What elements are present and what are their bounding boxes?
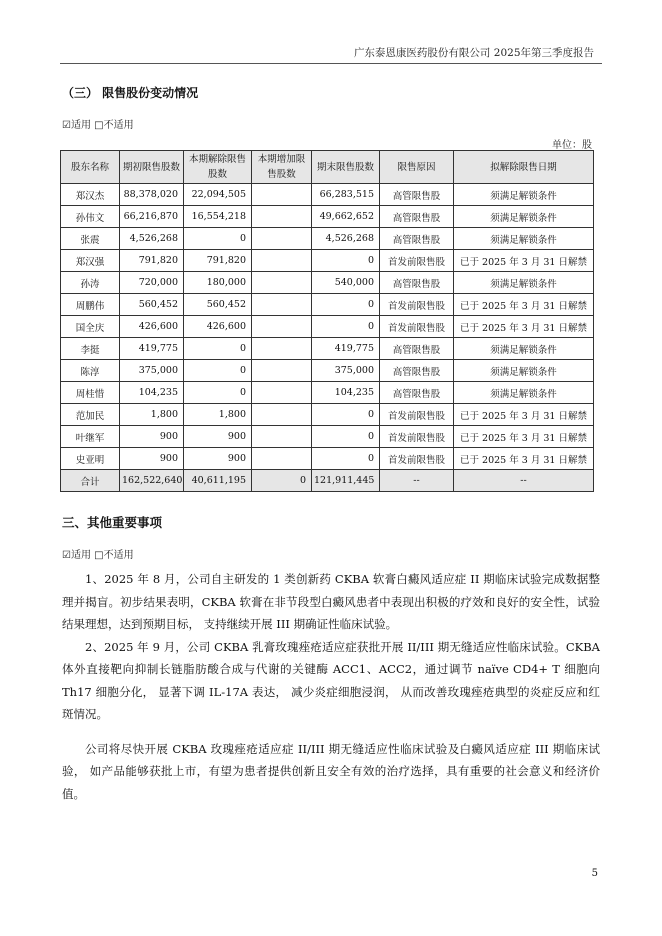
- table-cell: 162,522,640: [120, 470, 184, 492]
- table-cell: 375,000: [120, 360, 184, 382]
- table-cell: 900: [120, 426, 184, 448]
- table-cell: 须满足解锁条件: [454, 228, 594, 250]
- table-cell: [252, 206, 312, 228]
- table-cell: 李挺: [61, 338, 120, 360]
- table-row: [61, 360, 594, 382]
- table-cell: 郑汉杰: [61, 184, 120, 206]
- header-cell: 拟解除限售日期: [454, 151, 594, 184]
- table-cell: 0: [312, 294, 380, 316]
- paragraph: 公司将尽快开展 CKBA 玫瑰痤疮适应症 II/III 期无缝适应性临床试验及白癜风适应症 III 期临床试验， 如产品能够获批上市，有望为患者提供创新且安全有效的治疗选择，具有重要的社会意义和经济价值。: [62, 741, 600, 801]
- table-cell: 4,526,268: [120, 228, 184, 250]
- table-cell: 560,452: [184, 294, 252, 316]
- table-row: [61, 184, 594, 206]
- table-row: [61, 382, 594, 404]
- table-cell: [252, 228, 312, 250]
- table-row: [61, 316, 594, 338]
- table-cell: 40,611,195: [184, 470, 252, 492]
- table-cell: [252, 360, 312, 382]
- table-cell: 须满足解锁条件: [454, 338, 594, 360]
- table-cell: 高管限售股: [380, 382, 454, 404]
- table-cell: 孙伟文: [61, 206, 120, 228]
- table-cell: 已于 2025 年 3 月 31 日解禁: [454, 448, 594, 470]
- table-cell: 周桂惜: [61, 382, 120, 404]
- header-cell: 限售原因: [380, 151, 454, 184]
- table-cell: 900: [120, 448, 184, 470]
- table-cell: [252, 294, 312, 316]
- table-cell: 540,000: [312, 272, 380, 294]
- header-divider: [60, 63, 602, 64]
- section-title-other-matters: 三、其他重要事项: [62, 515, 163, 530]
- table-cell: [252, 338, 312, 360]
- table-cell: 史亚明: [61, 448, 120, 470]
- table-cell: [252, 250, 312, 272]
- page-number: 5: [591, 868, 598, 879]
- table-cell: 419,775: [312, 338, 380, 360]
- table-cell: 须满足解锁条件: [454, 382, 594, 404]
- table-cell: 900: [184, 426, 252, 448]
- table-cell: 首发前限售股: [380, 426, 454, 448]
- table-cell: 22,094,505: [184, 184, 252, 206]
- table-cell: 900: [184, 448, 252, 470]
- table-cell: 国全庆: [61, 316, 120, 338]
- table-cell: 已于 2025 年 3 月 31 日解禁: [454, 294, 594, 316]
- table-cell: 须满足解锁条件: [454, 360, 594, 382]
- table-cell: 已于 2025 年 3 月 31 日解禁: [454, 316, 594, 338]
- table-row: [61, 338, 594, 360]
- table-cell: 791,820: [120, 250, 184, 272]
- unit-label: 单位：股: [552, 140, 592, 151]
- table-cell: 0: [184, 228, 252, 250]
- applicability-checkbox: ☑适用 □不适用: [62, 120, 134, 131]
- table-row: [61, 272, 594, 294]
- table-cell: [252, 316, 312, 338]
- table-cell: 426,600: [184, 316, 252, 338]
- table-cell: [252, 404, 312, 426]
- table-cell: [252, 184, 312, 206]
- table-cell: [252, 448, 312, 470]
- table-cell: 0: [312, 316, 380, 338]
- table-cell: [252, 272, 312, 294]
- page-header: 广东泰恩康医药股份有限公司 2025年第三季度报告: [353, 47, 594, 59]
- table-cell: 高管限售股: [380, 338, 454, 360]
- table-cell: 49,662,652: [312, 206, 380, 228]
- table-row: [61, 294, 594, 316]
- table-cell: 首发前限售股: [380, 294, 454, 316]
- table-cell: 0: [312, 426, 380, 448]
- table-cell: 791,820: [184, 250, 252, 272]
- paragraph-block: [62, 568, 600, 805]
- table-header-row: [61, 151, 594, 184]
- table-cell: [252, 426, 312, 448]
- table-cell: --: [454, 470, 594, 492]
- table-cell: 121,911,445: [312, 470, 380, 492]
- table-cell: 叶继军: [61, 426, 120, 448]
- table-cell: 180,000: [184, 272, 252, 294]
- table-row: [61, 250, 594, 272]
- table-cell: 0: [312, 448, 380, 470]
- table-cell: 66,216,870: [120, 206, 184, 228]
- table-cell: 首发前限售股: [380, 448, 454, 470]
- header-cell: 期初限售股数: [120, 151, 184, 184]
- table-cell: 419,775: [120, 338, 184, 360]
- table-cell: 郑汉强: [61, 250, 120, 272]
- table-cell: 高管限售股: [380, 272, 454, 294]
- table-cell: 560,452: [120, 294, 184, 316]
- table-cell: 高管限售股: [380, 360, 454, 382]
- table-cell: 首发前限售股: [380, 250, 454, 272]
- table-cell: 88,378,020: [120, 184, 184, 206]
- table-cell: 16,554,218: [184, 206, 252, 228]
- table-cell: 首发前限售股: [380, 316, 454, 338]
- table-cell: 范加民: [61, 404, 120, 426]
- table-row: [61, 404, 594, 426]
- paragraph: 2、2025 年 9 月，公司 CKBA 乳膏玫瑰痤疮适应症获批开展 II/III 期无缝适应性临床试验。CKBA 体外直接靶向抑制长链脂肪酸合成与代谢的关键酶 ACC1、ACC2，通过调节 naïve CD4+ T 细胞向 Th17 细胞分化， 显著下调 IL-17A 表达， 减少炎症细胞浸润， 从而改善玫瑰痤疮典型的炎症反应和红斑情况。: [62, 639, 600, 721]
- table-cell: 已于 2025 年 3 月 31 日解禁: [454, 426, 594, 448]
- header-cell: 期末限售股数: [312, 151, 380, 184]
- table-cell: 0: [184, 382, 252, 404]
- applicability-checkbox: ☑适用 □不适用: [62, 550, 134, 561]
- table-cell: 720,000: [120, 272, 184, 294]
- header-cell: 本期解除限售股数: [184, 151, 252, 184]
- table-cell: 0: [252, 470, 312, 492]
- table-cell: 高管限售股: [380, 228, 454, 250]
- table-row: [61, 448, 594, 470]
- paragraph: 1、2025 年 8 月，公司自主研发的 1 类创新药 CKBA 软膏白癜风适应症 II 期临床试验完成数据整理并揭盲。初步结果表明，CKBA 软膏在非节段型白癜风患者中表现出积极的疗效和良好的安全性，试验结果理想，达到预期目标， 支持继续开展 III 期确证性临床试验。: [62, 572, 600, 631]
- table-cell: 周鹏伟: [61, 294, 120, 316]
- table-cell: 陈淳: [61, 360, 120, 382]
- table-cell: 104,235: [120, 382, 184, 404]
- table-cell: 首发前限售股: [380, 404, 454, 426]
- table-cell: 426,600: [120, 316, 184, 338]
- table-cell: 已于 2025 年 3 月 31 日解禁: [454, 404, 594, 426]
- table-cell: 1,800: [184, 404, 252, 426]
- table-row: [61, 228, 594, 250]
- restricted-shares-table: [60, 150, 594, 492]
- table-cell: 0: [184, 360, 252, 382]
- table-total-row: [61, 470, 594, 492]
- table-cell: 须满足解锁条件: [454, 184, 594, 206]
- header-cell: 股东名称: [61, 151, 120, 184]
- table-cell: [252, 382, 312, 404]
- table-cell: 4,526,268: [312, 228, 380, 250]
- table-cell: 0: [312, 404, 380, 426]
- section-title-restricted-shares: （三） 限售股份变动情况: [62, 86, 199, 100]
- table-cell: 孙涛: [61, 272, 120, 294]
- table-cell: 合计: [61, 470, 120, 492]
- table-cell: 高管限售股: [380, 206, 454, 228]
- table-cell: 高管限售股: [380, 184, 454, 206]
- table-cell: --: [380, 470, 454, 492]
- table-cell: 须满足解锁条件: [454, 272, 594, 294]
- table-cell: 375,000: [312, 360, 380, 382]
- table-cell: 0: [184, 338, 252, 360]
- header-cell: 本期增加限售股数: [252, 151, 312, 184]
- table-cell: 须满足解锁条件: [454, 206, 594, 228]
- table-cell: 1,800: [120, 404, 184, 426]
- table-cell: 已于 2025 年 3 月 31 日解禁: [454, 250, 594, 272]
- table-cell: 0: [312, 250, 380, 272]
- table-row: [61, 206, 594, 228]
- table-cell: 张震: [61, 228, 120, 250]
- table-row: [61, 426, 594, 448]
- table-cell: 66,283,515: [312, 184, 380, 206]
- table-cell: 104,235: [312, 382, 380, 404]
